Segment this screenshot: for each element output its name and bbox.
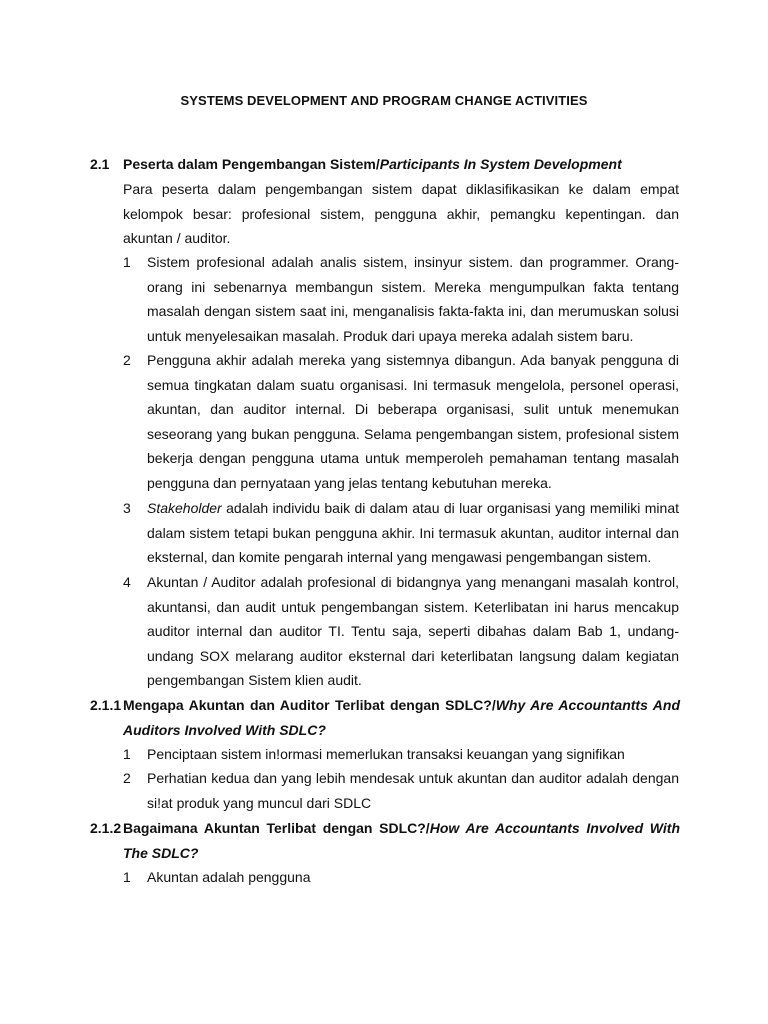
list-item — [123, 496, 679, 570]
list-number: 3 — [123, 500, 131, 516]
list-number: 4 — [123, 574, 131, 590]
list-item — [123, 348, 679, 495]
list-item — [123, 766, 679, 815]
list-number: 2 — [123, 770, 131, 786]
list-text: adalah individu baik di dalam atau di luar organisasi yang memiliki minat dalam sistem tetapi bukan pengguna akhir. Ini termasuk akuntan, auditor internal dan eksternal, dan komite pengarah internal yang mengawasi pengembangan sistem. — [147, 500, 679, 565]
list-number: 1 — [123, 254, 131, 270]
list-text: Akuntan adalah pengguna — [147, 869, 311, 885]
document-title: SYSTEMS DEVELOPMENT AND PROGRAM CHANGE ACTIVITIES — [180, 93, 588, 108]
section-title-en-line1: How Are Accountants Involved With — [429, 820, 680, 836]
list-item — [123, 570, 679, 693]
list-text: Akuntan / Auditor adalah profesional di bidangnya yang menangani masalah kontrol, akuntansi, dan audit untuk pengembangan sistem. Keterlibatan ini harus mencakup auditor internal dan auditor TI. Tentu saja, seperti dibahas dalam Bab 1, undang-undang SOX melarang auditor eksternal dari keterlibatan langsung dalam kegiatan pengembangan Sistem klien audit. — [147, 574, 679, 688]
section-title-id: Bagaimana Akuntan Terlibat dengan SDLC?/ — [123, 820, 430, 836]
section-2-1-1-heading — [90, 693, 680, 742]
list-number: 1 — [123, 869, 131, 885]
section-title-id: Peserta dalam Pengembangan Sistem/ — [123, 156, 380, 172]
section-title-en: Participants In System Development — [379, 156, 622, 172]
section-number: 2.1 — [90, 156, 110, 172]
section-title-en-line1: Why Are Accountantts And — [495, 697, 680, 713]
list-item — [123, 742, 679, 767]
list-text: Penciptaan sistem in!ormasi memerlukan transaksi keuangan yang signifikan — [147, 746, 625, 762]
section-number: 2.1.2 — [90, 820, 122, 836]
section-2-1-heading — [90, 152, 680, 177]
section-title-id: Mengapa Akuntan dan Auditor Terlibat dengan SDLC?/ — [123, 697, 496, 713]
section-2-1-intro: Para peserta dalam pengembangan sistem dapat diklasifikasikan ke dalam empat kelompok besar: profesional sistem, pengguna akhir, pemangku kepentingan. dan akuntan / auditor. — [123, 181, 679, 246]
list-number: 2 — [123, 352, 131, 368]
list-item — [123, 865, 679, 890]
list-text: Pengguna akhir adalah mereka yang sistemnya dibangun. Ada banyak pengguna di semua tingkatan dalam suatu organisasi. Ini termasuk mengelola, personel operasi, akuntan, dan auditor internal. Di beberapa organisasi, sulit untuk menemukan seseorang yang bukan pengguna. Selama pengembangan sistem, profesional sistem bekerja dengan pengguna utama untuk memperoleh pemahaman tentang masalah pengguna dan pernyataan yang jelas tentang kebutuhan mereka. — [147, 352, 679, 491]
list-number: 1 — [123, 746, 131, 762]
section-2-1-2-heading — [90, 816, 680, 865]
section-title-en-line2: The SDLC? — [123, 844, 199, 861]
section-number: 2.1.1 — [90, 697, 122, 713]
stakeholder-term: Stakeholder — [147, 500, 222, 516]
section-title-en-line2: Auditors Involved With SDLC? — [123, 721, 326, 738]
list-item — [123, 250, 679, 348]
list-text: Perhatian kedua dan yang lebih mendesak untuk akuntan dan auditor adalah dengan si!at produk yang muncul dari SDLC — [147, 770, 679, 811]
list-text: Sistem profesional adalah analis sistem, insinyur sistem. dan programmer. Orang-orang ini sebenarnya membangun sistem. Mereka mengumpulkan fakta tentang masalah dengan sistem saat ini, menganalisis fakta-fakta ini, dan merumuskan solusi untuk menyelesaikan masalah. Produk dari upaya mereka adalah sistem baru. — [147, 254, 679, 344]
